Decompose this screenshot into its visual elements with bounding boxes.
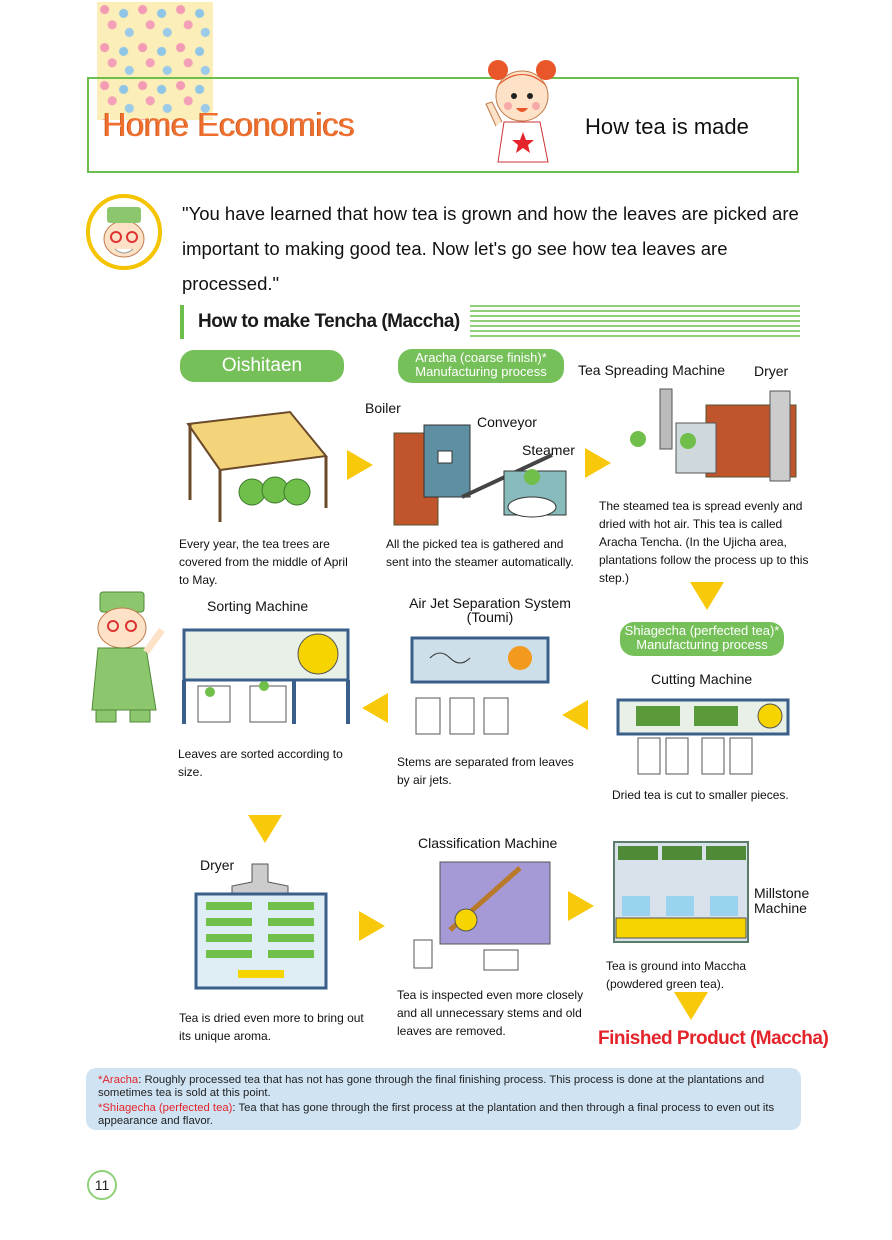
millstone-label-text: Millstone Machine	[754, 885, 810, 916]
intro-quote: "You have learned that how tea is grown and how the leaves are picked are important to making good tea. Now let's go see how tea leaves are processed."	[182, 203, 799, 294]
spreading-machine-label: Tea Spreading Machine	[578, 362, 726, 378]
finished-product-label: Finished Product (Maccha)	[598, 1028, 829, 1049]
footnote-text: : Tea that has gone through the first process at the plantation and then through a final process to even out its appearance and flavor.	[98, 1102, 775, 1127]
steamer-label: Steamer	[522, 442, 575, 458]
page-number: 11	[87, 1170, 117, 1200]
classification-machine-illustration	[410, 856, 560, 972]
caption-spreading: The steamed tea is spread evenly and dried with hot air. This tea is called Aracha Tencha. (In the Ujicha area, plantations follow the process up to this step.)	[599, 499, 809, 585]
flow-arrow-right-4	[568, 891, 594, 921]
conveyor-label: Conveyor	[477, 414, 537, 430]
covered-tea-field-illustration	[180, 404, 330, 528]
flow-arrow-down-2	[248, 815, 282, 843]
dryer-machine-illustration	[192, 862, 332, 992]
dryer-bottom-label: Dryer	[200, 857, 235, 873]
airjet-label: Air Jet Separation System (Toumi)	[409, 595, 571, 625]
caption-millstone: Tea is ground into Maccha (powdered green tea).	[606, 959, 747, 991]
footnotes-box	[86, 1068, 801, 1130]
grandpa-avatar	[85, 193, 163, 271]
caption-steamer: All the picked tea is gathered and sent into the steamer automatically.	[386, 537, 574, 569]
flow-arrow-down-3	[674, 992, 708, 1020]
caption-sorting: Leaves are sorted according to size.	[178, 747, 343, 779]
caption-airjet: Stems are separated from leaves by air jets.	[397, 755, 574, 787]
stage-aracha-pill: Aracha (coarse finish)* Manufacturing process	[398, 349, 564, 383]
caption-oishitaen: Every year, the tea trees are covered from the middle of April to May.	[179, 537, 348, 587]
flow-arrow-right-3	[359, 911, 385, 941]
caption-dryer: Tea is dried even more to bring out its unique aroma.	[179, 1011, 364, 1043]
classification-machine-label: Classification Machine	[418, 835, 558, 851]
stage-oishitaen-pill: Oishitaen	[180, 350, 344, 382]
sorting-machine-label: Sorting Machine	[207, 598, 309, 614]
millstone-machine-illustration	[612, 840, 752, 944]
girl-character-illustration	[478, 52, 568, 172]
sorting-machine-illustration	[180, 620, 360, 728]
topic-title: How tea is made	[585, 114, 749, 139]
footnote-shiagecha	[98, 1102, 789, 1128]
flow-arrow-right-1	[347, 450, 373, 480]
cutting-machine-label: Cutting Machine	[651, 671, 753, 687]
footnote-term: *Aracha	[98, 1074, 139, 1086]
spreading-dryer-illustration	[620, 385, 802, 493]
caption-classification: Tea is inspected even more closely and all unnecessary stems and old leaves are removed.	[397, 988, 584, 1038]
flow-arrow-left-2	[562, 700, 588, 730]
cutting-machine-illustration	[614, 694, 796, 778]
footnote-aracha	[98, 1074, 789, 1100]
airjet-separator-illustration	[406, 632, 556, 738]
footnote-text: : Roughly processed tea that has not has gone through the final finishing process. This process is done at the plantations and sometimes tea is sold at this point.	[98, 1074, 765, 1099]
section-title: How to make Tencha (Maccha)	[180, 305, 470, 339]
dryer-top-label: Dryer	[754, 363, 789, 379]
footnote-term: *Shiagecha (perfected tea)	[98, 1102, 233, 1114]
flow-arrow-right-2	[585, 448, 611, 478]
stage-shiagecha-pill: Shiagecha (perfected tea)* Manufacturing process	[620, 622, 784, 656]
subject-title: Home Economics	[103, 106, 355, 143]
caption-cutting: Dried tea is cut to smaller pieces.	[612, 788, 789, 802]
grandpa-character-illustration	[82, 588, 172, 728]
flow-arrow-down-1	[690, 582, 724, 610]
flow-arrow-left-1	[362, 693, 388, 723]
millstone-machine-label	[754, 886, 824, 916]
boiler-label: Boiler	[365, 400, 401, 416]
steamer-machine-illustration	[392, 415, 572, 527]
